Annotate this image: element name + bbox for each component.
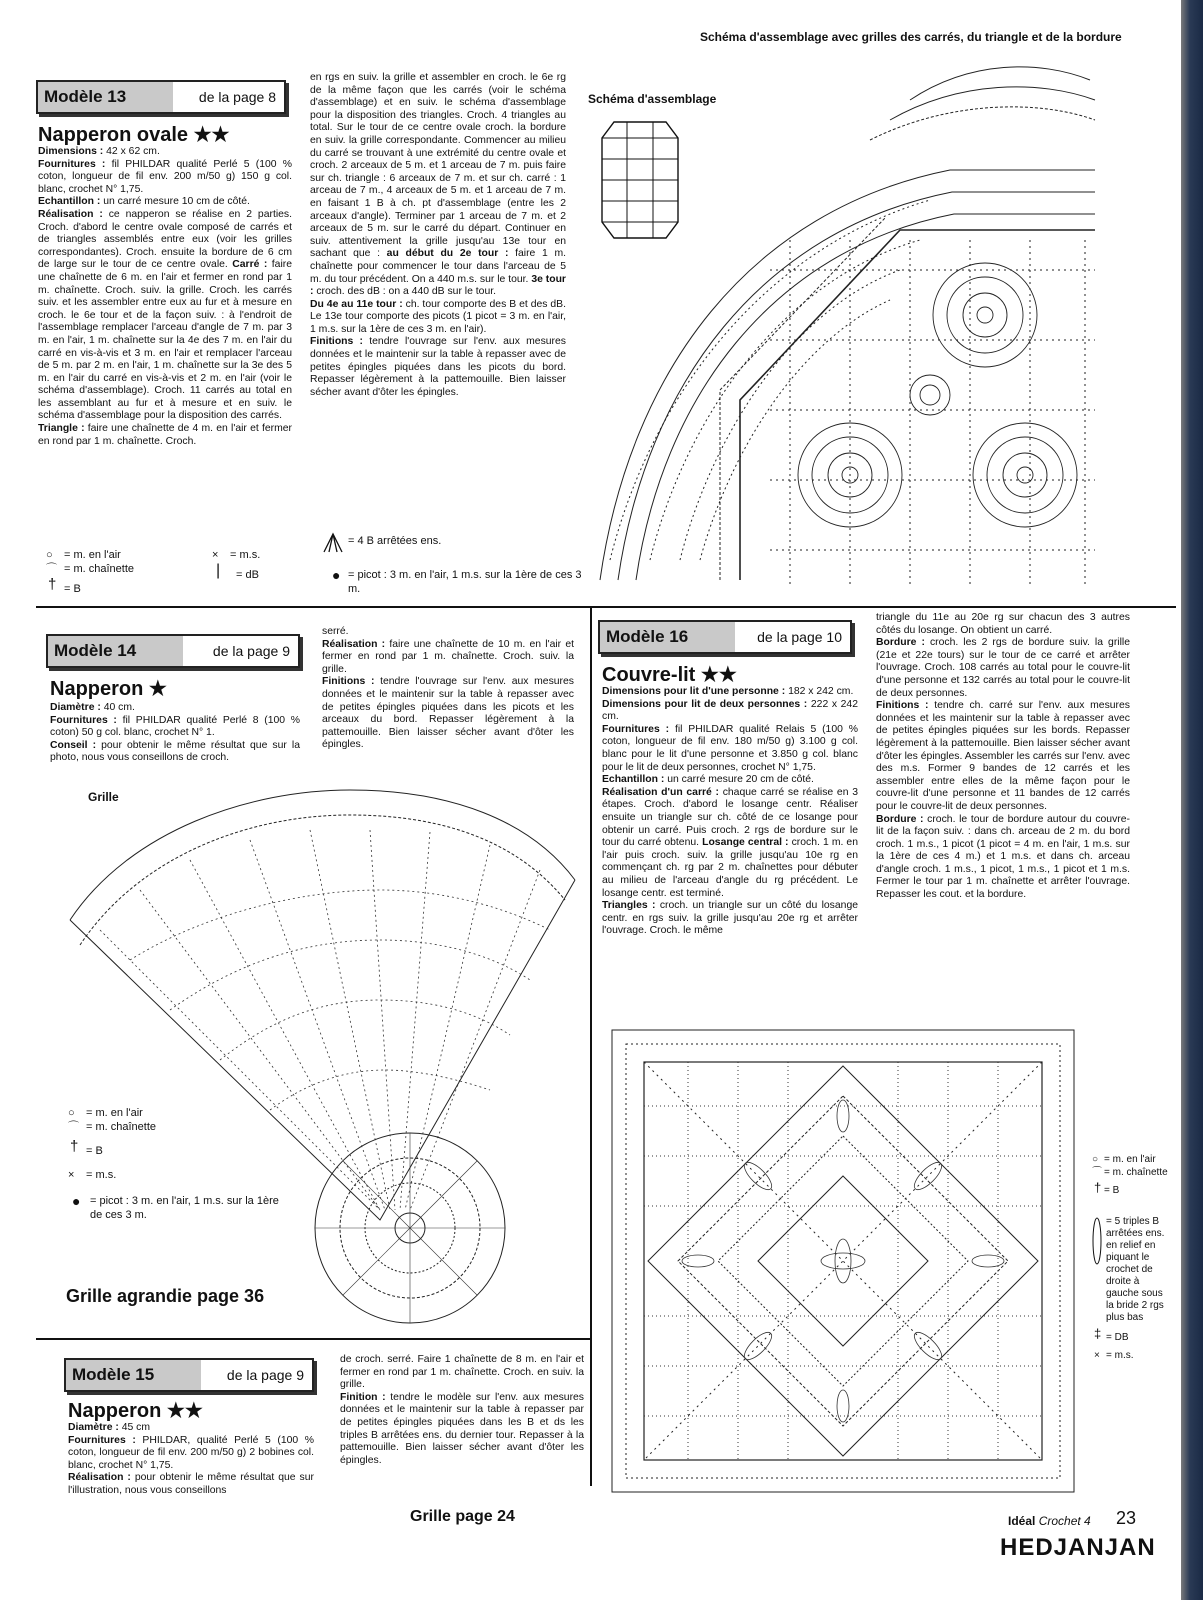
m13-dim-label: Dimensions : (38, 146, 107, 157)
m14-legend-ch: = m. chaînette (86, 1121, 157, 1133)
single-crochet-icon: × (212, 549, 219, 561)
m16-ech-value: un carré mesure 20 cm de côté. (667, 774, 814, 786)
m14-col1 (50, 702, 300, 765)
footer-credit: HEDJANJAN (1000, 1534, 1156, 1561)
m15-page-ref: de la page 9 (226, 1367, 304, 1383)
m14-fourn-label: Fournitures : (50, 714, 123, 726)
m14-diam-label: Diamètre : (50, 702, 104, 713)
m16-title: Couvre-lit ★★ (602, 664, 737, 686)
four-treble-icon (322, 532, 344, 554)
m16-losange-value: croch. 1 m. en l'air puis croch. suiv. la grille jusqu'au 10e rg en commençant ch. rg par 2 m. chaînettes pour débuter au milieu de l'arceau d'angle du rg précédent. Le losange centr. est terminé. (602, 837, 858, 899)
divider-top (36, 606, 1176, 608)
m13-dim-value: 42 x 62 cm. (106, 146, 160, 157)
m16-fin-label: Finitions : (876, 700, 935, 712)
m15-col2-p (340, 1354, 584, 1467)
m13-label: Modèle 13 (44, 87, 127, 106)
m16-ech-label: Echantillon : (602, 774, 668, 786)
slip-stitch-icon: ⌒ (68, 1121, 79, 1133)
m13-legend-picot: = picot : 3 m. en l'air, 1 m.s. sur la 1ère de ces 3 m. (348, 569, 582, 595)
m14-header (46, 634, 300, 668)
m16-losange-label: Losange central : (702, 837, 792, 849)
m16-legend (1092, 1154, 1172, 1384)
m14-real-value: faire une chaînette de 10 m. en l'air et fermer en rond par 1 m. chaînette. Croch. suiv. la grille. (322, 638, 574, 675)
treble-icon: † (1094, 1180, 1102, 1195)
m16-col2 (876, 612, 1130, 902)
m13-col1-p (38, 146, 292, 448)
m16-tri-label: Triangles : (602, 900, 660, 912)
m14-legend-b: = B (86, 1145, 103, 1157)
footer-brand-name: Idéal (1008, 1514, 1036, 1528)
m13-3e-value: croch. des dB : on a 440 dB sur le tour. (316, 286, 496, 298)
m13-grid-chart (590, 40, 1110, 600)
m13-legend-ml: = m. en l'air (64, 549, 121, 561)
m13-2e-label: au début du 2e tour : (386, 248, 516, 260)
m13-header (36, 80, 286, 114)
m16-label: Modèle 16 (606, 627, 689, 646)
m16-dim1-label: Dimensions pour lit d'une personne : (602, 686, 789, 697)
m16-real-value: chaque carré se réalise en 3 étapes. Croch. d'abord le losange centr. Réaliser ensuite un triangle sur ch. côté de ce losange pour obtenir un carré. Puis croch. 2 rgs de bordure sur le tour du carré obtenu. (602, 786, 858, 849)
m15-real-value: pour obtenir le même résultat que sur l'illustration, nous vous conseillons (68, 1472, 314, 1496)
m16-fourn-label: Fournitures : (602, 723, 675, 735)
m14-grille-label: Grille (88, 790, 119, 804)
picot-icon: ● (332, 567, 341, 583)
m13-fourn-value: fil PHILDAR qualité Perlé 5 (100 % coton, longueur de fil env. 200 m/50 g) 150 g col. blanc, crochet N° 1,75. (38, 158, 292, 195)
chain-stitch-icon: ○ (46, 549, 53, 561)
m16-bord2-value: croch. le tour de bordure autour du couvre-lit de la façon suiv. : dans ch. arceau de 2 m. du bord croch. 1 m.s., 1 picot (1 picot = 4 m. en l'air, 1 m.s. sur la 1ère de ces 4 m.) et 1 m.s. et dans ch. arceau d'angle croch. 1 m.s., 1 picot, 1 m.s., 1 picot et 1 m.s. Fermer le tour par 1 m. chaînette et arrêter l'ouvrage. Repasser les cout. et la bordure. (876, 813, 1130, 901)
m13-col2 (310, 72, 566, 399)
m16-legend-db: = DB (1106, 1332, 1129, 1343)
m13-carre-label: Carré : (232, 259, 272, 271)
m16-page-ref: de la page 10 (757, 629, 842, 645)
treble-icon: † (70, 1138, 79, 1155)
m16-legend-ms: = m.s. (1106, 1350, 1134, 1361)
m15-header (64, 1358, 314, 1392)
triple-treble-icon (1092, 1216, 1102, 1266)
m13-fin-label: Finitions : (310, 336, 370, 348)
m16-grid-chart (608, 1026, 1078, 1496)
m15-real-label: Réalisation : (68, 1472, 135, 1484)
m14-legend-ms: = m.s. (86, 1169, 117, 1181)
m16-header (598, 620, 852, 654)
m16-legend-b: = B (1104, 1185, 1120, 1196)
half-treble-icon: | (216, 562, 221, 579)
m16-legend-ch: = m. chaînette (1104, 1167, 1168, 1178)
m13-legend (46, 548, 326, 604)
m14-conseil-value: pour obtenir le même résultat que sur la photo, nous vous conseillons de croch. (50, 739, 301, 764)
m15-title: Napperon ★★ (68, 1400, 203, 1422)
m13-ech-value: un carré mesure 10 cm de côté. (103, 196, 250, 208)
m14-title: Napperon ★ (50, 678, 167, 700)
m16-legend-triple: = 5 triples B arrêtées ens. en relief en piquant le crochet de droite à gauche sous la bride 2 rgs plus bas (1106, 1216, 1165, 1323)
m13-col2-text: en rgs en suiv. la grille et assembler en croch. le 6e rg de la même façon que les carrés (voir le schéma d'assemblage) et en suiv. le schéma d'assemblage pour la disposition des triangles. Croch. 4 triangles au total. Sur le tour de ce centre ovale croch. la bordure en suiv. la grille correspondante. Commencer au milieu du carré se trouvant à une extrémité du centre ovale et croch. 2 arceaux de 5 m. et 1 arceau de 7 m. puis faire sur ch. triangle : 6 arceaux de 7 m. et sur ch. carré : 1 arceau de 7 m., 4 arceaux de 5 m. et 1 arceau de 7 m. en faisant 1 B à ch. pt d'assemblage (entre les 2 arceaux d'angle). Terminer par 1 arceau de 7 m. et 2 arceaux de 5 m. sur le carré du départ. Continuer en suiv. attentivement la grille jusqu'au 13e tour en sachant que : (310, 72, 566, 260)
footer-issue: Crochet 4 (1038, 1514, 1091, 1528)
m16-col1 (602, 686, 858, 938)
slip-stitch-icon: ⌒ (46, 563, 57, 575)
m16-bord-value: croch. les 2 rgs de bordure suiv. la grille (21e et 22e tours) sur le tour de ce carré et arrêter l'ouvrage. Croch. 108 carrés au total pour le couvre-lit d'une personne et 132 carrés au total pour le couvre-lit de deux personnes. (876, 637, 1130, 699)
m14-grille-agrandie: Grille agrandie page 36 (66, 1286, 265, 1306)
m13-3e-label: 3e tour : (310, 273, 566, 298)
m14-conseil-label: Conseil : (50, 739, 102, 751)
single-crochet-icon: × (68, 1169, 75, 1181)
m13-real-label: Réalisation : (38, 208, 109, 220)
m13-page-ref: de la page 8 (198, 89, 276, 105)
m14-label: Modèle 14 (54, 641, 137, 660)
header-caption: Schéma d'assemblage avec grilles des carrés, du triangle et de la bordure (700, 30, 1122, 44)
single-crochet-icon: × (1094, 1350, 1100, 1361)
m16-bord2-label: Bordure : (876, 813, 928, 825)
m16-col2-text: triangle du 11e au 20e rg sur chacun des 3 autres côtés du losange. On obtient un carré. (876, 612, 1130, 636)
m16-bord-label: Bordure : (876, 637, 930, 649)
m16-dim1-value: 182 x 242 cm. (788, 686, 854, 697)
chain-stitch-icon: ○ (1092, 1154, 1099, 1165)
picot-icon: ● (72, 1193, 81, 1209)
m16-col1-p (602, 686, 858, 938)
m14-fourn-value: fil PHILDAR qualité Perlé 8 (100 % coton) 50 g col. blanc, crochet N° 1. (50, 714, 300, 739)
m16-col2-p (876, 612, 1130, 902)
m13-legend-db: = dB (236, 569, 259, 581)
m13-title: Napperon ovale ★★ (38, 124, 230, 146)
m15-label: Modèle 15 (72, 1365, 155, 1384)
m14-serre: serré. (322, 626, 349, 637)
m16-legend-ml: = m. en l'air (1104, 1154, 1156, 1165)
m15-fin-value: tendre le modèle sur l'env. aux mesures données et le maintenir sur la table à repasser par de petites épingles piquées dans les B et ds les triples B arrêtées ens. du dernier tour. Repasser à la pattemouille. Bien laisser sécher avant d'ôter les épingles. (340, 1391, 585, 1466)
divider-vertical (590, 606, 592, 1486)
m15-grille-page: Grille page 24 (410, 1508, 515, 1525)
m16-dim2-value: 222 x 242 cm. (602, 698, 858, 723)
m13-col2-p (310, 72, 566, 399)
m13-tri-value: faire une chaînette de 4 m. en l'air et fermer en rond par 1 m. chaînette. Croch. (38, 423, 292, 447)
m13-fourn-label: Fournitures : (38, 158, 112, 170)
m14-col2-p (322, 626, 574, 752)
m15-col2 (340, 1354, 584, 1467)
m13-legend-b: = B (64, 583, 81, 595)
m13-carre-value: faire une chaînette de 6 m. en l'air et fermer en rond par 1 m. chaînette. Croch. suiv. la grille. Croch. les carrés suiv. et les assembler entre eux au fur et à mesure en croch. le 6e tour et de la façon suiv. : à l'endroit de l'assemblage remplacer l'arceau d'angle de 7 m. par 3 m. en l'air, 1 m. chaînette sur la 4e des 7 m. en l'air du carré en vis-à-vis et 3 m. en l'air et remplacer l'arceau de 5 m. par 2 m. en l'air, 1 m. chaînette sur la 3e des 5 m. en l'air du carré en vis-à-vis et 2 m. en l'air (voir le schéma d'assemblage). Croch. 11 carrés au total en les assemblant au fur et à mesure et en suiv. le schéma d'assemblage pour la disposition des carrés. (38, 259, 292, 422)
chain-stitch-icon: ○ (68, 1107, 75, 1119)
schema-label: Schéma d'assemblage (588, 92, 717, 106)
m16-fourn-value: fil PHILDAR qualité Relais 5 (100 % coton, longueur de fil env. 180 m/50 g) 3.100 g col. blanc pour le lit d'une personne et 3.850 g col. blanc pour le lit de deux personnes, crochet N° 1,75. (602, 723, 859, 773)
m15-fourn-value: PHILDAR, qualité Perlé 5 (100 % coton, longueur de fil env. 200 m/50 g) 2 bobines col. blanc, crochet N° 1,75. (68, 1434, 314, 1471)
m15-diam-value: 45 cm (121, 1422, 151, 1433)
m14-col1-p (50, 702, 300, 765)
m13-real-value: ce napperon se réalise en 2 parties. Croch. d'abord le centre ovale composé de carrés et de triangles assemblés entre eux (voir les grilles correspondantes). Croch. ensuite la bordure de 6 cm de large sur le tour de ce centre ovale. (38, 208, 292, 271)
m13-legend-4b: = 4 B arrêtées ens. (348, 535, 442, 547)
m13-col1 (38, 146, 292, 448)
m14-page-ref: de la page 9 (212, 643, 290, 659)
m14-col2 (322, 626, 574, 752)
m13-4e-value: ch. tour comporte des B et des dB. Le 13e tour comporte des picots (1 picot = 3 m. en l'air, 1 m.s. sur la 1ère de ces 3 m. en l'air). (310, 298, 567, 335)
m13-tri-label: Triangle : (38, 423, 88, 435)
m13-legend-ch: = m. chaînette (64, 563, 135, 575)
page-edge (1181, 0, 1203, 1600)
slip-stitch-icon: ⌒ (1092, 1167, 1102, 1178)
m14-fin-value: tendre l'ouvrage sur l'env. aux mesures données et le maintenir sur la table à repasser avec de petites épingles piquées dans les picots et les arceaux du bord. Repasser légèrement à la pattemouille. Bien laisser sécher avant d'ôter les épingles. (322, 676, 574, 751)
page-number: 23 (1116, 1508, 1137, 1528)
divider-m15 (36, 1338, 592, 1340)
m13-legend-2 (322, 530, 582, 600)
double-treble-icon: ‡ (1094, 1326, 1102, 1341)
m15-fin-label: Finition : (340, 1391, 391, 1403)
m14-legend-ml: = m. en l'air (86, 1107, 143, 1119)
m13-ech-label: Echantillon : (38, 196, 104, 208)
m13-fin-value: tendre l'ouvrage sur l'env. aux mesures données et le maintenir sur la table à repasser avec de petites épingles piquées dans les picots du bord. Repasser légèrement à la pattemouille. Bien laisser sécher avant d'ôter les épingles. (310, 336, 566, 398)
m14-fin-label: Finitions : (322, 676, 381, 688)
m14-legend-picot: = picot : 3 m. en l'air, 1 m.s. sur la 1ère de ces 3 m. (90, 1195, 279, 1221)
m15-col1 (68, 1422, 314, 1498)
m13-legend-ms: = m.s. (230, 549, 261, 561)
m16-real-label: Réalisation d'un carré : (602, 786, 723, 798)
m16-tri-value: croch. un triangle sur un côté du losange centr. en rgs suiv. la grille jusqu'au 20e rg et arrêter l'ouvrage. Croch. le même (602, 900, 858, 937)
m15-diam-label: Diamètre : (68, 1422, 122, 1433)
m15-fourn-label: Fournitures : (68, 1434, 143, 1446)
m14-legend (68, 1106, 308, 1232)
m14-grid-chart (50, 770, 590, 1330)
m16-dim2-label: Dimensions pour lit de deux personnes : (602, 698, 811, 710)
m13-4e-label: Du 4e au 11e tour : (310, 298, 406, 310)
m16-fin-value: tendre ch. carré sur l'env. aux mesures données et les maintenir sur la table à repasser avec de petites épingles piquées sur les bords. Repasser légèrement à la pattemouille. Bien laisser sécher avant d'ôter les épingles. Assembler les carrés sur l'env. avec des m.s. Former 9 bandes de 12 carrés et les assembler entre elles de la même façon pour le couvre-lit d'une personne et 11 bandes de 12 carrés pour le couvre-lit de deux personnes. (876, 700, 1130, 812)
m15-col1-p (68, 1422, 314, 1498)
treble-icon: † (48, 576, 57, 593)
m15-col2-text: de croch. serré. Faire 1 chaînette de 8 m. en l'air et fermer en rond par 1 m. chaînette. Croch. en suiv. la grille. (340, 1354, 584, 1391)
m14-diam-value: 40 cm. (103, 702, 135, 713)
footer-brand (1008, 1514, 1091, 1528)
m13-2e-value: faire 1 m. chaînette pour commencer le tour dans l'arceau de 5 m. du tour précédent. On a 440 m.s. sur le tour. (310, 248, 566, 285)
m14-real-label: Réalisation : (322, 638, 390, 650)
